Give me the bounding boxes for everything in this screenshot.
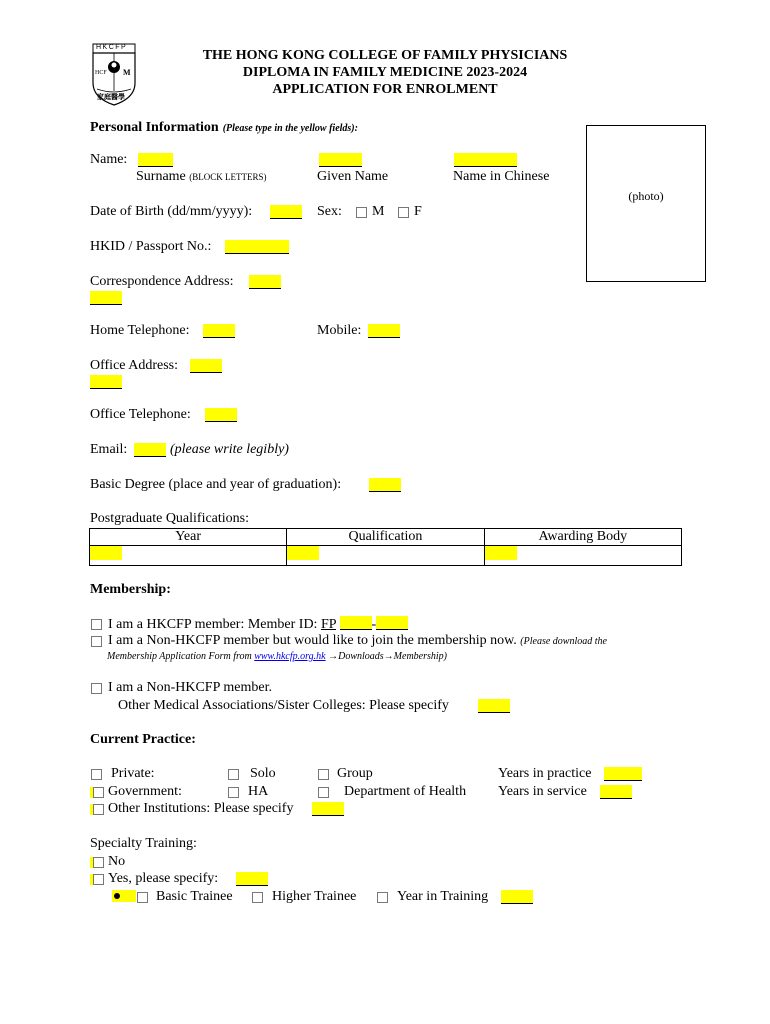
degree-field[interactable]	[369, 478, 401, 492]
specialty-yes-field[interactable]	[236, 872, 268, 886]
other-institution-label: Other Institutions: Please specify	[108, 801, 294, 816]
specialty-yes-checkbox[interactable]	[93, 874, 104, 885]
logo-top-text: HKCFP	[96, 44, 128, 51]
group-label: Group	[337, 766, 373, 781]
member-checkbox[interactable]	[91, 619, 102, 630]
office-tel-label: Office Telephone:	[90, 407, 191, 422]
personal-heading	[90, 118, 358, 136]
private-label: Private:	[111, 766, 155, 781]
specialty-no-checkbox[interactable]	[93, 857, 104, 868]
higher-trainee-label: Higher Trainee	[272, 889, 357, 904]
basic-trainee-label: Basic Trainee	[156, 889, 233, 904]
photo-box	[586, 125, 706, 282]
header-line-1: THE HONG KONG COLLEGE OF FAMILY PHYSICIANS	[202, 48, 568, 63]
year-training-checkbox[interactable]	[377, 892, 388, 903]
non-member-join-note-a: (Please download the	[520, 636, 607, 647]
non-member-option: I am a Non-HKCFP member.	[108, 680, 272, 695]
logo-left-letters: HCF	[95, 70, 107, 76]
home-tel-field[interactable]	[203, 324, 235, 338]
pg-header-year: Year	[90, 529, 287, 546]
home-tel-label: Home Telephone:	[90, 323, 190, 338]
photo-label: (photo)	[628, 189, 664, 203]
logo-chinese: 家庭醫學	[97, 93, 125, 101]
dob-label: Date of Birth (dd/mm/yyyy):	[90, 204, 253, 219]
ha-label: HA	[248, 784, 269, 799]
non-member-join-note-c: →Downloads→Membership)	[328, 651, 447, 662]
years-practice-label: Years in practice	[498, 766, 592, 781]
office-address-field-1[interactable]	[190, 359, 222, 373]
sex-m-checkbox[interactable]	[356, 207, 367, 218]
office-address-label: Office Address:	[90, 358, 178, 373]
header-line-3: APPLICATION FOR ENROLMENT	[272, 82, 498, 97]
non-member-join-option	[108, 633, 607, 649]
pg-awarding-body-cell[interactable]	[484, 546, 681, 566]
hkcfp-website-link[interactable]: www.hkcfp.org.hk	[254, 651, 326, 662]
member-option	[108, 616, 408, 633]
personal-heading-note: (Please type in the yellow fields):	[222, 123, 358, 134]
years-service-field[interactable]	[600, 785, 632, 799]
email-note: (please write legibly)	[170, 442, 289, 457]
specialty-no-label: No	[108, 854, 126, 869]
email-label: Email:	[90, 442, 128, 457]
pg-table	[89, 528, 682, 566]
surname-field[interactable]	[138, 153, 173, 167]
member-id-prefix: FP	[320, 617, 337, 632]
logo-right-letter: M	[123, 68, 131, 77]
sex-m-label: M	[372, 204, 385, 219]
header-line-2: DIPLOMA IN FAMILY MEDICINE 2023-2024	[242, 65, 528, 80]
year-training-label: Year in Training	[397, 889, 489, 904]
surname-label-text: Surname	[136, 169, 186, 184]
correspondence-field-2[interactable]	[90, 291, 122, 305]
year-training-field[interactable]	[501, 890, 533, 904]
given-name-field[interactable]	[319, 153, 362, 167]
basic-trainee-checkbox[interactable]	[137, 892, 148, 903]
table-row	[90, 546, 682, 566]
government-checkbox[interactable]	[93, 787, 104, 798]
specialty-yes-label: Yes, please specify:	[108, 871, 219, 886]
non-member-join-text: I am a Non-HKCFP member but would like to join the membership now.	[108, 633, 517, 648]
other-institution-field[interactable]	[312, 802, 344, 816]
pg-label: Postgraduate Qualifications:	[90, 511, 250, 526]
specialty-heading: Specialty Training:	[90, 836, 197, 851]
dob-field[interactable]	[270, 205, 302, 219]
mobile-field[interactable]	[368, 324, 400, 338]
solo-checkbox[interactable]	[228, 769, 239, 780]
surname-label-note: (BLOCK LETTERS)	[189, 172, 267, 182]
non-member-join-checkbox[interactable]	[91, 636, 102, 647]
sex-f-checkbox[interactable]	[398, 207, 409, 218]
non-member-join-note-b: Membership Application Form from	[107, 651, 252, 662]
member-id-dash: -	[371, 617, 377, 632]
other-associations-field[interactable]	[478, 699, 510, 713]
membership-heading: Membership:	[90, 582, 171, 597]
pg-header-qualification: Qualification	[287, 529, 484, 546]
correspondence-label: Correspondence Address:	[90, 274, 234, 289]
member-id-field-1[interactable]	[340, 616, 372, 630]
doh-checkbox[interactable]	[318, 787, 329, 798]
member-id-field-2[interactable]	[376, 616, 408, 630]
other-associations-label: Other Medical Associations/Sister Colleges: Please specify	[118, 698, 449, 713]
non-member-checkbox[interactable]	[91, 683, 102, 694]
government-label: Government:	[108, 784, 182, 799]
name-label: Name:	[90, 152, 128, 167]
hkid-label: HKID / Passport No.:	[90, 239, 212, 254]
mobile-label: Mobile:	[317, 323, 362, 338]
pg-qualification-cell[interactable]	[287, 546, 484, 566]
hkid-field[interactable]	[225, 240, 289, 254]
practice-heading: Current Practice:	[90, 732, 196, 747]
doh-label: Department of Health	[344, 784, 467, 799]
higher-trainee-checkbox[interactable]	[252, 892, 263, 903]
private-checkbox[interactable]	[91, 769, 102, 780]
years-practice-field[interactable]	[604, 767, 642, 781]
correspondence-field-1[interactable]	[249, 275, 281, 289]
personal-heading-text: Personal Information	[90, 120, 219, 135]
group-checkbox[interactable]	[318, 769, 329, 780]
pg-header-awarding-body: Awarding Body	[484, 529, 681, 546]
pg-table-header-row	[90, 529, 682, 546]
bullet-dot-icon	[114, 893, 120, 899]
chinese-name-field[interactable]	[454, 153, 517, 167]
email-field[interactable]	[134, 443, 166, 457]
surname-label	[136, 169, 267, 185]
chinese-name-label: Name in Chinese	[453, 169, 550, 184]
office-tel-field[interactable]	[205, 408, 237, 422]
non-member-join-note	[107, 651, 447, 662]
office-address-field-2[interactable]	[90, 375, 122, 389]
degree-label: Basic Degree (place and year of graduation):	[90, 477, 342, 492]
sex-f-label: F	[414, 204, 422, 219]
given-name-label: Given Name	[317, 169, 389, 184]
ha-checkbox[interactable]	[228, 787, 239, 798]
member-option-text: I am a HKCFP member: Member ID:	[108, 617, 318, 632]
other-institution-checkbox[interactable]	[93, 804, 104, 815]
pg-year-cell[interactable]	[90, 546, 287, 566]
sex-label: Sex:	[317, 204, 342, 219]
solo-label: Solo	[250, 766, 276, 781]
years-service-label: Years in service	[498, 784, 587, 799]
